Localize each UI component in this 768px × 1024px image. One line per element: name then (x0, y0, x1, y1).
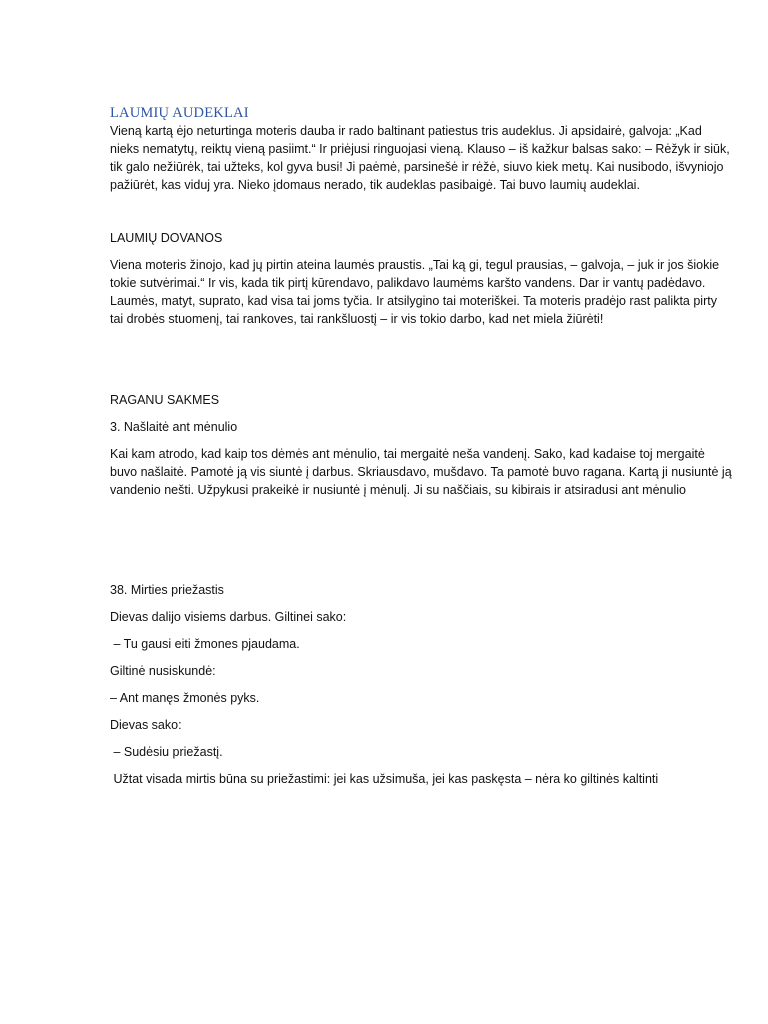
section-paragraph: Viena moteris žinojo, kad jų pirtin ateina laumės praustis. „Tai ką gi, tegul prausias, – galvoja, – juk ir jos šiokie tokie sutvėrimai.“ Ir vis, kada tik pirtį kūrendavo, palikdavo laumėms karšto vandens. Dar ir vantų padėdavo. Laumės, matyt, suprato, kad visa tai joms tyčia. Ir atsilygino tai moteriškei. Ta moteris pradėjo rast palikta pirty tai drobės stuomenį, tai rankoves, tai rankšluostį – ir vis tokio darbo, kad net miela žiūrėti! (110, 258, 720, 326)
section-title: LAUMIŲ DOVANOS (110, 231, 223, 245)
dialogue-line: – Tu gausi eiti žmones pjaudama. (110, 637, 300, 651)
section-laumiu-dovanos (110, 229, 732, 328)
section-laumiu-audeklai (110, 104, 732, 194)
section-title: RAGANU SAKMES (110, 393, 220, 407)
dialogue-line: Dievas dalijo visiems darbus. Giltinei sako: (110, 610, 347, 624)
section-mirties-priezastis (110, 581, 732, 788)
dialogue-line: Dievas sako: (110, 718, 182, 732)
section-title: LAUMIŲ AUDEKLAI (110, 105, 249, 121)
section-raganu-sakmes (110, 391, 732, 499)
dialogue-line: Giltinė nusiskundė: (110, 664, 216, 678)
section-title: 38. Mirties priežastis (110, 583, 224, 597)
section-subtitle: 3. Našlaitė ant mėnulio (110, 420, 238, 434)
section-paragraph: Vieną kartą ėjo neturtinga moteris dauba ir rado baltinant patiestus tris audeklus. Ji apsidairė, galvoja: „Kad nieks nematytų, reiktų vieną pasiimt.“ Ir priėjusi ringuojasi vieną. Klauso – iš kažkur balsas sako: – Rėžyk ir siūk, tik galo nežiūrėk, tai užteks, kol gyva busi! Ji paėmė, parsinešė ir rėžė, siuvo kiek metų. Kai nusibodo, išvyniojo pažiūrėt, kas viduj yra. Nieko įdomaus nerado, tik audeklas pasibaigė. Tai buvo laumių audeklai. (110, 124, 730, 192)
dialogue-line: – Sudėsiu priežastį. (110, 745, 223, 759)
dialogue-line: Užtat visada mirtis būna su priežastimi: jei kas užsimuša, jei kas paskęsta – nėra ko giltinės kaltinti (110, 772, 659, 786)
section-paragraph: Kai kam atrodo, kad kaip tos dėmės ant mėnulio, tai mergaitė neša vandenį. Sako, kad kadaise toj mergaitė buvo našlaitė. Pamotė ją vis siuntė į darbus. Skriausdavo, mušdavo. Ta pamotė buvo ragana. Kartą ji nusiuntė ją vandenio nešti. Užpykusi prakeikė ir nusiuntė į mėnulį. Ji su naščiais, su kibirais ir atsiradusi ant mėnulio (110, 447, 732, 497)
dialogue-line: – Ant manęs žmonės pyks. (110, 691, 260, 705)
